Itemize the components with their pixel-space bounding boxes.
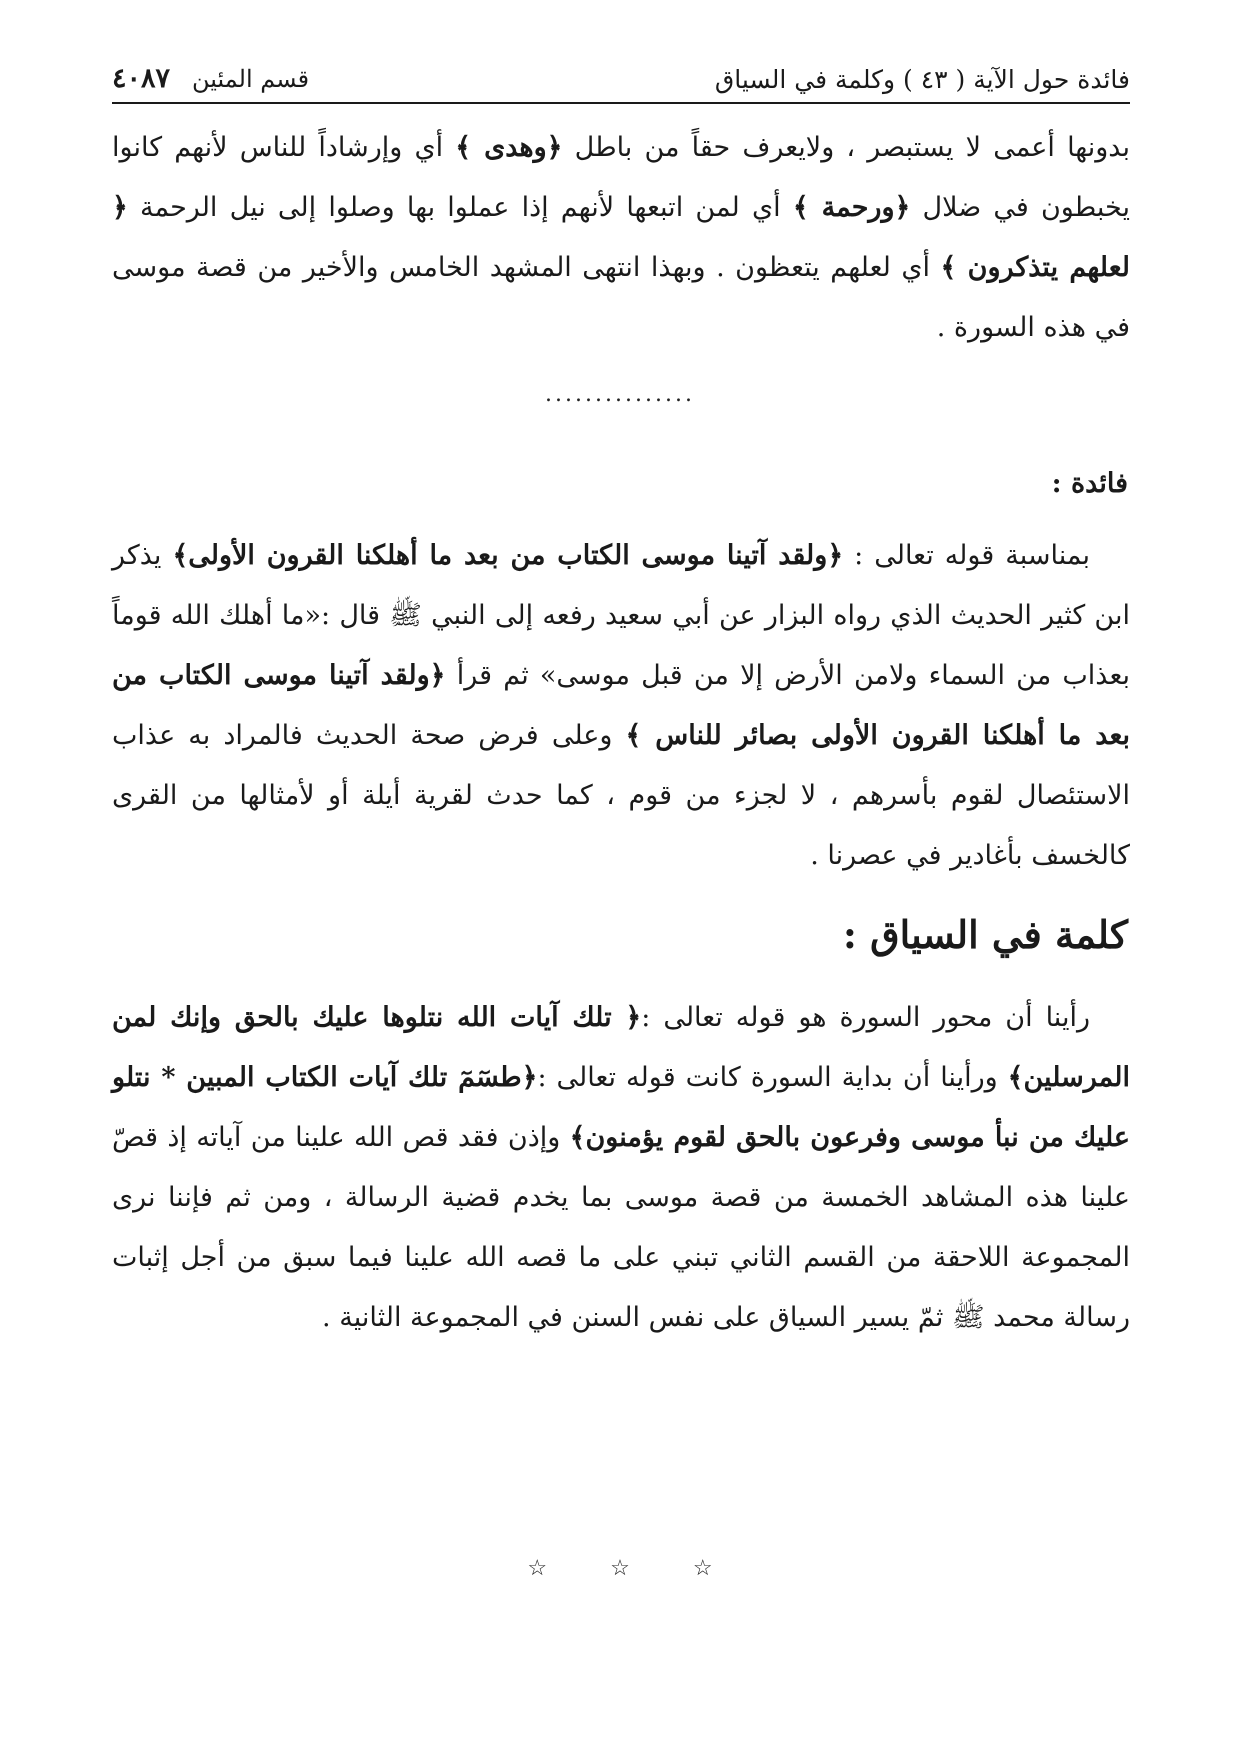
context-text [112, 988, 1130, 1348]
text-run: أي لعلهم يتعظون . وبهذا انتهى المشهد الخامس والأخير من قصة موسى في هذه السورة . [112, 252, 1130, 343]
text-run: وعلى فرض صحة الحديث فالمراد به عذاب الاستئصال لقوم بأسرهم ، لا لجزء من قوم ، كما حدث لقرية أيلة أو لأمثالها من القرى كالخسف بأغادير في عصرنا . [112, 720, 1130, 871]
text-run: بمناسبة قوله تعالى : [843, 540, 1090, 571]
star-icon: ☆ [610, 1556, 630, 1581]
quran-quote: ﴿ولقد آتينا موسى الكتاب من بعد ما أهلكنا القرون الأولى﴾ [172, 540, 844, 571]
star-icon: ☆ [527, 1556, 548, 1581]
quran-quote: ﴿ تلك آيات الله نتلوها عليك بالحق وإنك لمن المرسلين﴾ [112, 1002, 1130, 1093]
section-name: قسم المئين [192, 65, 310, 93]
quran-quote: ﴿ لعلهم يتذكرون ﴾ [112, 192, 1131, 283]
text-run: بدونها أعمى لا يستبصر ، ولايعرف حقاً من باطل [562, 132, 1130, 163]
star-icon: ☆ [692, 1556, 713, 1581]
text-run: ورأينا أن بداية السورة كانت قوله تعالى : [537, 1062, 1008, 1093]
quran-quote: ﴿ورحمة ﴾ [792, 192, 911, 223]
text-run: وإذن فقد قص الله علينا من آياته إذ قصّ علينا هذه المشاهد الخمسة من قصة موسى بما يخدم قضية الرسالة ، ومن ثم فإننا نرى المجموعة اللاحقة من القسم الثاني تبني على ما قصه الله علينا فيما سبق من أجل إثبات رسالة محمد ﷺ ثمّ يسير السياق على نفس السنن في المجموعة الثانية . [112, 1122, 1130, 1333]
context-heading: كلمة في السياق : [842, 912, 1128, 957]
context-paragraph [112, 988, 1130, 1348]
quran-quote: ﴿ولقد آتينا موسى الكتاب من بعد ما أهلكنا القرون الأولى بصائر للناس ﴾ [112, 660, 1131, 751]
header-left [112, 63, 309, 94]
faida-paragraph [112, 526, 1130, 886]
quran-quote: ﴿طسٓمٓ تلك آيات الكتاب المبين * نتلو عليك من نبأ موسى وفرعون بالحق لقوم يؤمنون﴾ [112, 1062, 1130, 1153]
text-run: يذكر ابن كثير الحديث الذي رواه البزار عن أبي سعيد رفعه إلى النبي ﷺ قال :«ما أهلك الله قوماً بعذاب من السماء ولامن الأرض إلا من قبل موسى» ثم قرأ [112, 540, 1130, 691]
page-header [112, 52, 1130, 104]
intro-text [112, 118, 1130, 358]
dotted-separator: ............... [545, 382, 695, 407]
quran-quote: ﴿وهدى ﴾ [455, 132, 563, 163]
end-ornaments [0, 1556, 1240, 1581]
page-number: ٤٠٨٧ [112, 63, 171, 94]
text-run: أي وإرشاداً للناس لأنهم كانوا يخبطون في ضلال [112, 132, 1130, 223]
faida-heading: فائدة : [1051, 468, 1128, 499]
faida-text [112, 526, 1130, 886]
running-title: فائدة حول الآية ( ٤٣ ) وكلمة في السياق [714, 65, 1130, 94]
intro-paragraph [112, 118, 1130, 358]
text-run: أي لمن اتبعها لأنهم إذا عملوا بها وصلوا إلى نيل الرحمة [127, 192, 793, 223]
text-run: رأينا أن محور السورة هو قوله تعالى : [641, 1002, 1090, 1033]
